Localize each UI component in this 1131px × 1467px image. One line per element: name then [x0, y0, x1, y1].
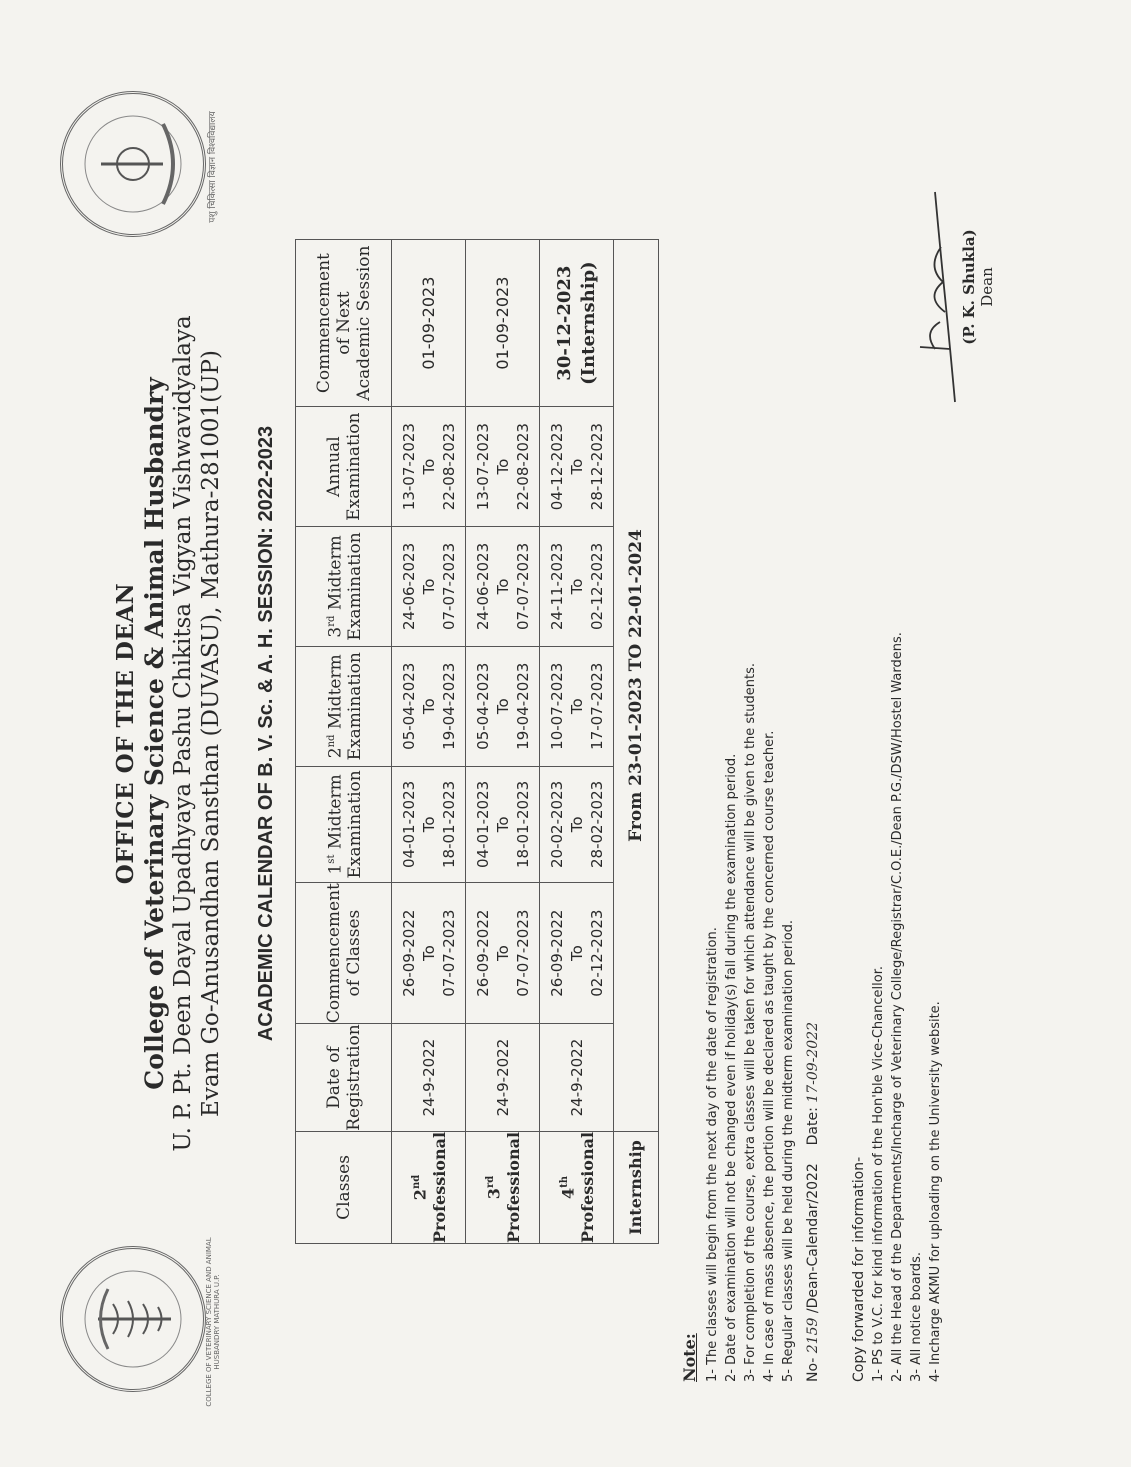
table-row [466, 240, 540, 1244]
internship-range: From 23-01-2023 TO 22-01-2024 [614, 240, 659, 1132]
header-registration: Date of Registration [296, 1024, 392, 1132]
registration-cell: 24-9-2022 [392, 1024, 466, 1132]
signature-block [960, 197, 996, 377]
note-item: 1- The classes will begin from the next day of the date of registration. [705, 927, 720, 1382]
academic-calendar-table [295, 239, 659, 1244]
next-session-cell: 30-12-2023 (Internship) [540, 240, 614, 407]
midterm2-cell: 05-04-2023 To 19-04-2023 [392, 646, 466, 766]
internship-row [614, 240, 659, 1244]
ref-no-label: No- [805, 1357, 821, 1382]
commencement-cell: 26-09-2022 To 07-07-2023 [466, 883, 540, 1024]
header-commencement: Commencement of Classes [296, 883, 392, 1024]
header-classes: Classes [296, 1131, 392, 1243]
commencement-cell: 26-09-2022 To 02-12-2023 [540, 883, 614, 1024]
ref-no-handwritten: 2159 [805, 1317, 821, 1354]
copy-item: 3- All notice boards. [909, 1252, 924, 1382]
copy-heading: Copy forwarded for information- [851, 1156, 867, 1382]
midterm3-cell: 24-06-2023 To 07-07-2023 [466, 527, 540, 647]
midterm3-cell: 24-11-2023 To 02-12-2023 [540, 527, 614, 647]
calendar-title: ACADEMIC CALENDAR OF B. V. Sc. & A. H. SESSION: 2022-2023 [255, 425, 277, 1042]
signatory-designation: Dean [978, 267, 996, 307]
signature-mark [905, 187, 965, 407]
midterm2-cell: 05-04-2023 To 19-04-2023 [466, 646, 540, 766]
ref-date-handwritten: 17-09-2022 [805, 1022, 821, 1103]
note-item: 2- Date of examination will not be changed even if holiday(s) fall during the examination period. [724, 753, 739, 1382]
midterm2-cell: 10-07-2023 To 17-07-2023 [540, 646, 614, 766]
header-midterm-3: 3rd Midterm Examination [296, 527, 392, 647]
next-session-cell: 01-09-2023 [392, 240, 466, 407]
class-cell: 4th Professional [540, 1131, 614, 1243]
registration-cell: 24-9-2022 [466, 1024, 540, 1132]
university-line-2: Evam Go-Anusandhan Sansthan (DUVASU), Mathura-281001(UP) [198, 350, 224, 1117]
class-cell: 3rd Professional [466, 1131, 540, 1243]
note-item: 5- Regular classes will be held during the midterm examination period. [781, 919, 796, 1382]
commencement-cell: 26-09-2022 To 07-07-2023 [392, 883, 466, 1024]
registration-cell: 24-9-2022 [540, 1024, 614, 1132]
university-line-1: U. P. Pt. Deen Dayal Upadhyaya Pashu Chikitsa Vigyan Vishwavidyalaya [170, 315, 196, 1152]
college-name: College of Veterinary Science & Animal Husbandry [140, 377, 169, 1090]
seal-right-caption: पशु चिकित्सा विज्ञान विश्वविद्यालय [208, 111, 218, 223]
signatory-name: (P. K. Shukla) [960, 229, 978, 345]
office-heading: OFFICE OF THE DEAN [112, 582, 139, 885]
header-annual: Annual Examination [296, 407, 392, 527]
midterm1-cell: 20-02-2023 To 28-02-2023 [540, 766, 614, 882]
midterm1-cell: 04-01-2023 To 18-01-2023 [466, 766, 540, 882]
internship-label: Internship [614, 1131, 659, 1243]
copy-forwarded-section [850, 632, 945, 1382]
midterm1-cell: 04-01-2023 To 18-01-2023 [392, 766, 466, 882]
reference-line [805, 1022, 821, 1382]
header-next-session: Commencement of Next Academic Session [296, 240, 392, 407]
notes-heading: Note: [680, 1333, 699, 1382]
annual-cell: 04-12-2023 To 28-12-2023 [540, 407, 614, 527]
copy-item: 2- All the Head of the Departments/Incharge of Veterinary College/Registrar/C.O.E./Dean P.G./DSW/Hostel Wardens. [890, 632, 905, 1382]
note-item: 3- For completion of the course, extra classes will be taken for which attendance will be given to the students. [743, 662, 758, 1382]
seal-left-caption: COLLEGE OF VETERINARY SCIENCE AND ANIMAL HUSBANDRY MATHURA U.P. [205, 1237, 221, 1407]
midterm3-cell: 24-06-2023 To 07-07-2023 [392, 527, 466, 647]
header-midterm-1: 1st Midterm Examination [296, 766, 392, 882]
note-item: 4- In case of mass absence, the portion will be declared as taught by the concerned course teacher. [762, 730, 777, 1382]
annual-cell: 13-07-2023 To 22-08-2023 [392, 407, 466, 527]
class-cell: 2nd Professional [392, 1131, 466, 1243]
table-row [540, 240, 614, 1244]
table-row [392, 240, 466, 1244]
ref-date-label: Date: [805, 1107, 821, 1146]
copy-item: 1- PS to V.C. for kind information of the Hon'ble Vice-Chancellor. [871, 966, 886, 1382]
header-midterm-2: 2nd Midterm Examination [296, 646, 392, 766]
copy-item: 4- Incharge AKMU for uploading on the University website. [928, 1001, 943, 1382]
next-session-cell: 01-09-2023 [466, 240, 540, 407]
annual-cell: 13-07-2023 To 22-08-2023 [466, 407, 540, 527]
ref-code: /Dean-Calendar/2022 [805, 1163, 821, 1314]
table-header-row [296, 240, 392, 1244]
notes-section [680, 663, 798, 1382]
